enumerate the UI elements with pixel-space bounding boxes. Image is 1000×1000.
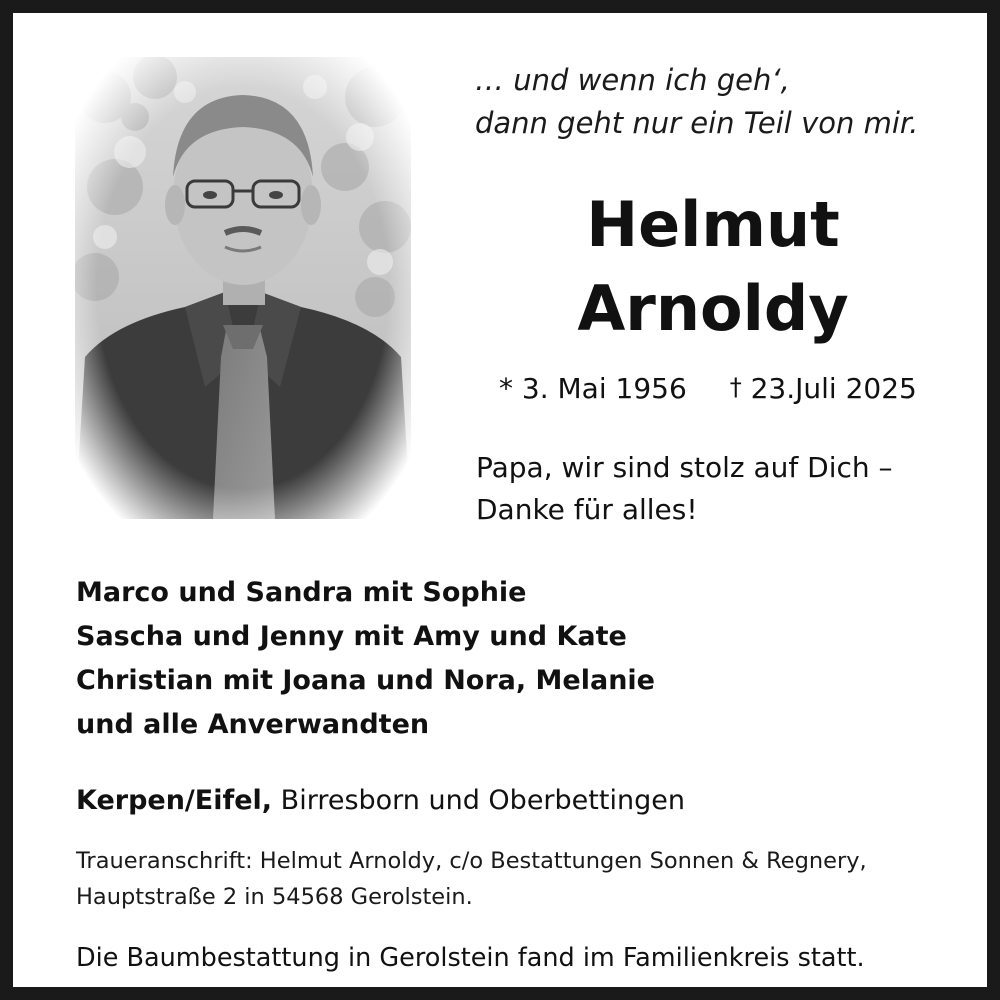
family-line: und alle Anverwandten — [76, 709, 430, 740]
quote-line-2: dann geht nur ein Teil von mir. — [475, 106, 919, 140]
death-date: 23.Juli 2025 — [750, 372, 917, 405]
family-line: Marco und Sandra mit Sophie — [76, 577, 527, 608]
first-name: Helmut — [586, 188, 840, 261]
quote — [475, 59, 945, 145]
birth-symbol: * — [499, 372, 513, 405]
cross-icon: † — [729, 373, 742, 401]
family-line: Christian mit Joana und Nora, Melanie — [76, 665, 655, 696]
quote-line-1: … und wenn ich geh‘, — [475, 63, 790, 97]
places-main: Kerpen/Eifel, — [76, 785, 273, 816]
last-name: Arnoldy — [577, 272, 849, 345]
address-line-1: Traueranschrift: Helmut Arnoldy, c/o Bestattungen Sonnen & Regnery, — [76, 848, 867, 874]
portrait-photo — [75, 57, 411, 519]
closing-note: Die Baumbestattung in Gerolstein fand im Familienkreis statt. — [76, 943, 865, 973]
places — [76, 781, 956, 821]
places-rest: Birresborn und Oberbettingen — [280, 785, 685, 816]
dedication-line-1: Papa, wir sind stolz auf Dich – — [476, 451, 893, 484]
birth-date: 3. Mai 1956 — [521, 372, 687, 405]
dedication-line-2: Danke für alles! — [476, 493, 698, 526]
dedication — [476, 447, 946, 531]
family-list — [76, 571, 956, 747]
life-dates — [499, 369, 939, 410]
family-line: Sascha und Jenny mit Amy und Kate — [76, 621, 627, 652]
mourning-address — [76, 843, 966, 915]
address-line-2: Hauptstraße 2 in 54568 Gerolstein. — [76, 884, 473, 910]
deceased-name — [483, 183, 943, 351]
